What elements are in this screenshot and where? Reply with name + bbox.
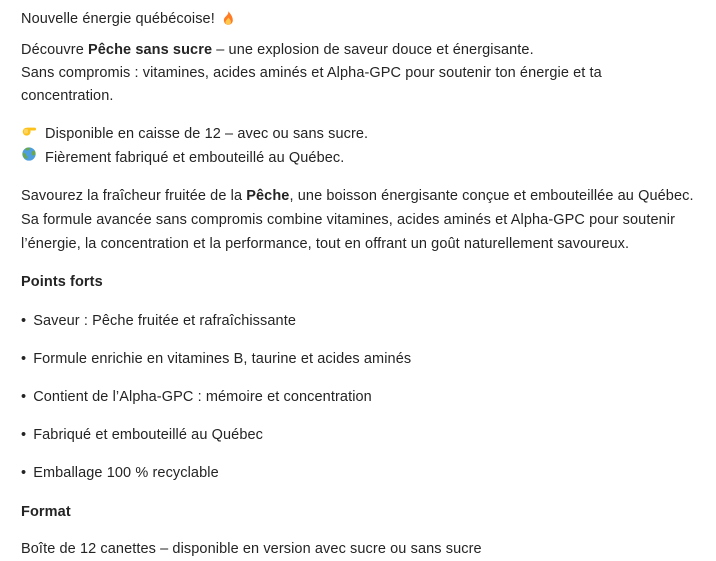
headline-text: Nouvelle énergie québécoise! bbox=[21, 11, 215, 27]
bullet-marker: • bbox=[21, 351, 27, 367]
bullet-text: Fabriqué et embouteillé au Québec bbox=[33, 427, 263, 443]
highlights-list bbox=[21, 122, 696, 170]
list-item bbox=[21, 424, 696, 447]
highlight-item bbox=[21, 122, 696, 146]
intro-line1-suffix: – une explosion de saveur douce et énergisante. bbox=[212, 42, 534, 58]
list-item bbox=[21, 348, 696, 371]
intro-line-1 bbox=[21, 39, 696, 62]
bullet-text: Emballage 100 % recyclable bbox=[33, 465, 219, 481]
intro-line-2: Sans compromis : vitamines, acides aminés et Alpha-GPC pour soutenir ton énergie et ta concentration. bbox=[21, 65, 602, 104]
format-heading: Format bbox=[21, 504, 71, 520]
points-list bbox=[21, 310, 696, 485]
bullet-marker: • bbox=[21, 313, 27, 329]
list-item bbox=[21, 462, 696, 485]
format-paragraph: Boîte de 12 canettes – disponible en version avec sucre ou sans sucre bbox=[21, 541, 482, 557]
points-forts-heading: Points forts bbox=[21, 274, 103, 290]
list-item bbox=[21, 310, 696, 333]
intro-line1-prefix: Découvre bbox=[21, 42, 88, 58]
intro-paragraph bbox=[21, 39, 696, 108]
list-item bbox=[21, 386, 696, 409]
product-name-bold: Pêche sans sucre bbox=[88, 42, 213, 58]
description-prefix: Savourez la fraîcheur fruitée de la bbox=[21, 188, 247, 204]
fire-icon bbox=[220, 10, 236, 34]
globe-icon bbox=[21, 146, 37, 170]
bullet-text: Saveur : Pêche fruitée et rafraîchissante bbox=[33, 313, 297, 329]
pointing-right-icon bbox=[21, 122, 37, 146]
bullet-marker: • bbox=[21, 427, 27, 443]
highlight-item bbox=[21, 146, 696, 170]
highlight-text: Disponible en caisse de 12 – avec ou sans sucre. bbox=[45, 126, 369, 142]
headline bbox=[21, 8, 696, 34]
bullet-text: Contient de l’Alpha-GPC : mémoire et concentration bbox=[33, 389, 372, 405]
description-paragraph bbox=[21, 184, 696, 256]
description-suffix: , une boisson énergisante conçue et embouteillée au Québec. Sa formule avancée sans compromis combine vitamines, acides aminés et Alpha-GPC pour soutenir l’énergie, la concentration et la performance, tout en offrant un goût naturellement savoureux. bbox=[21, 188, 694, 252]
bullet-marker: • bbox=[21, 389, 27, 405]
bullet-text: Formule enrichie en vitamines B, taurine et acides aminés bbox=[33, 351, 412, 367]
flavor-name-bold: Pêche bbox=[246, 188, 290, 204]
highlight-text: Fièrement fabriqué et embouteillé au Québec. bbox=[45, 150, 345, 166]
bullet-marker: • bbox=[21, 465, 27, 481]
